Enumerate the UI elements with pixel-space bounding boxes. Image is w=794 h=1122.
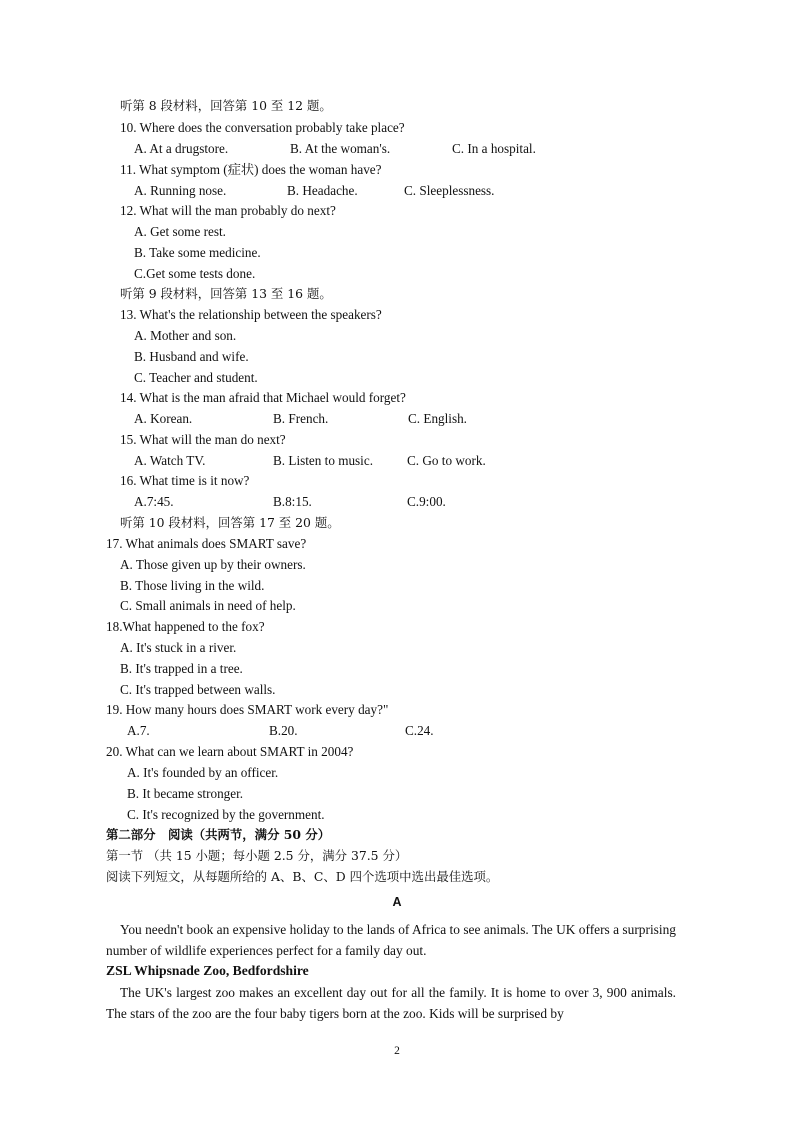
options-row-15	[0, 453, 794, 469]
reading-section-title: 第一节 （共 15 小题；每小题 2.5 分，满分 37.5 分）	[106, 848, 408, 863]
option-c: C. It's trapped between walls.	[120, 682, 276, 697]
option-b: B. It became stronger.	[127, 786, 244, 801]
option-c: C.Get some tests done.	[134, 266, 256, 281]
option-b: B.8:15.	[273, 494, 312, 509]
option-c: C. In a hospital.	[452, 141, 536, 156]
option-a: A.7:45.	[134, 494, 174, 509]
options-row-19	[0, 723, 794, 739]
option-c: C.9:00.	[407, 494, 446, 509]
option-a: A. Those given up by their owners.	[120, 557, 306, 572]
option-a: A. At a drugstore.	[134, 141, 229, 156]
section-9-heading: 听第 9 段材料，回答第 13 至 16 题。	[120, 286, 332, 301]
option-b: B. Take some medicine.	[134, 245, 261, 260]
option-a: A. It's stuck in a river.	[120, 640, 237, 655]
reading-instruction: 阅读下列短文，从每题所给的 A、B、C、D 四个选项中选出最佳选项。	[106, 869, 499, 884]
option-b: B. Those living in the wild.	[120, 578, 265, 593]
reading-part-title: 第二部分 阅读（共两节，满分 50 分）	[106, 827, 331, 842]
option-b: B. French.	[273, 411, 329, 426]
passage-intro: You needn't book an expensive holiday to the lands of Africa to see animals. The UK offers a surprising number of wildlife experiences perfect for a family day out.	[106, 922, 676, 958]
question-12: 12. What will the man probably do next?	[120, 203, 336, 218]
page-number: 2	[394, 1045, 400, 1057]
option-c: C. Teacher and student.	[134, 370, 258, 385]
option-a: A. Running nose.	[134, 183, 227, 198]
section-10-heading: 听第 10 段材料，回答第 17 至 20 题。	[120, 515, 340, 530]
option-b: B. Listen to music.	[273, 453, 374, 468]
option-a: A. Watch TV.	[134, 453, 206, 468]
option-c: C.24.	[405, 723, 434, 738]
option-a: A. It's founded by an officer.	[127, 765, 279, 780]
options-row-16	[0, 494, 794, 510]
option-c: C. Sleeplessness.	[404, 183, 495, 198]
options-row-11	[0, 183, 794, 199]
passage-paragraph: The UK's largest zoo makes an excellent day out for all the family. It is home to over 3, 900 animals. The stars of the zoo are the four baby tigers born at the zoo. Kids will be surprised by	[106, 985, 676, 1021]
question-17: 17. What animals does SMART save?	[106, 536, 307, 551]
option-a: A. Mother and son.	[134, 328, 237, 343]
option-a: A.7.	[127, 723, 150, 738]
option-a: A. Get some rest.	[134, 224, 226, 239]
question-10: 10. Where does the conversation probably take place?	[120, 120, 405, 135]
option-c: C. Small animals in need of help.	[120, 598, 296, 613]
option-b: B. It's trapped in a tree.	[120, 661, 243, 676]
question-16: 16. What time is it now?	[120, 473, 250, 488]
question-14: 14. What is the man afraid that Michael would forget?	[120, 390, 406, 405]
question-11: 11. What symptom (症状) does the woman have?	[120, 162, 382, 177]
option-b: B. Headache.	[287, 183, 358, 198]
option-c: C. English.	[408, 411, 467, 426]
passage-label: A	[392, 895, 402, 909]
passage-heading: ZSL Whipsnade Zoo, Bedfordshire	[106, 963, 309, 978]
section-8-heading: 听第 8 段材料，回答第 10 至 12 题。	[120, 98, 332, 113]
option-b: B. At the woman's.	[290, 141, 391, 156]
option-c: C. Go to work.	[407, 453, 486, 468]
option-b: B.20.	[269, 723, 298, 738]
question-18: 18.What happened to the fox?	[106, 619, 265, 634]
option-b: B. Husband and wife.	[134, 349, 249, 364]
question-20: 20. What can we learn about SMART in 2004?	[106, 744, 354, 759]
question-15: 15. What will the man do next?	[120, 432, 286, 447]
options-row-14	[0, 411, 794, 427]
option-a: A. Korean.	[134, 411, 193, 426]
question-19: 19. How many hours does SMART work every day?"	[106, 702, 389, 717]
question-13: 13. What's the relationship between the speakers?	[120, 307, 382, 322]
options-row-10	[0, 141, 794, 157]
option-c: C. It's recognized by the government.	[127, 807, 325, 822]
